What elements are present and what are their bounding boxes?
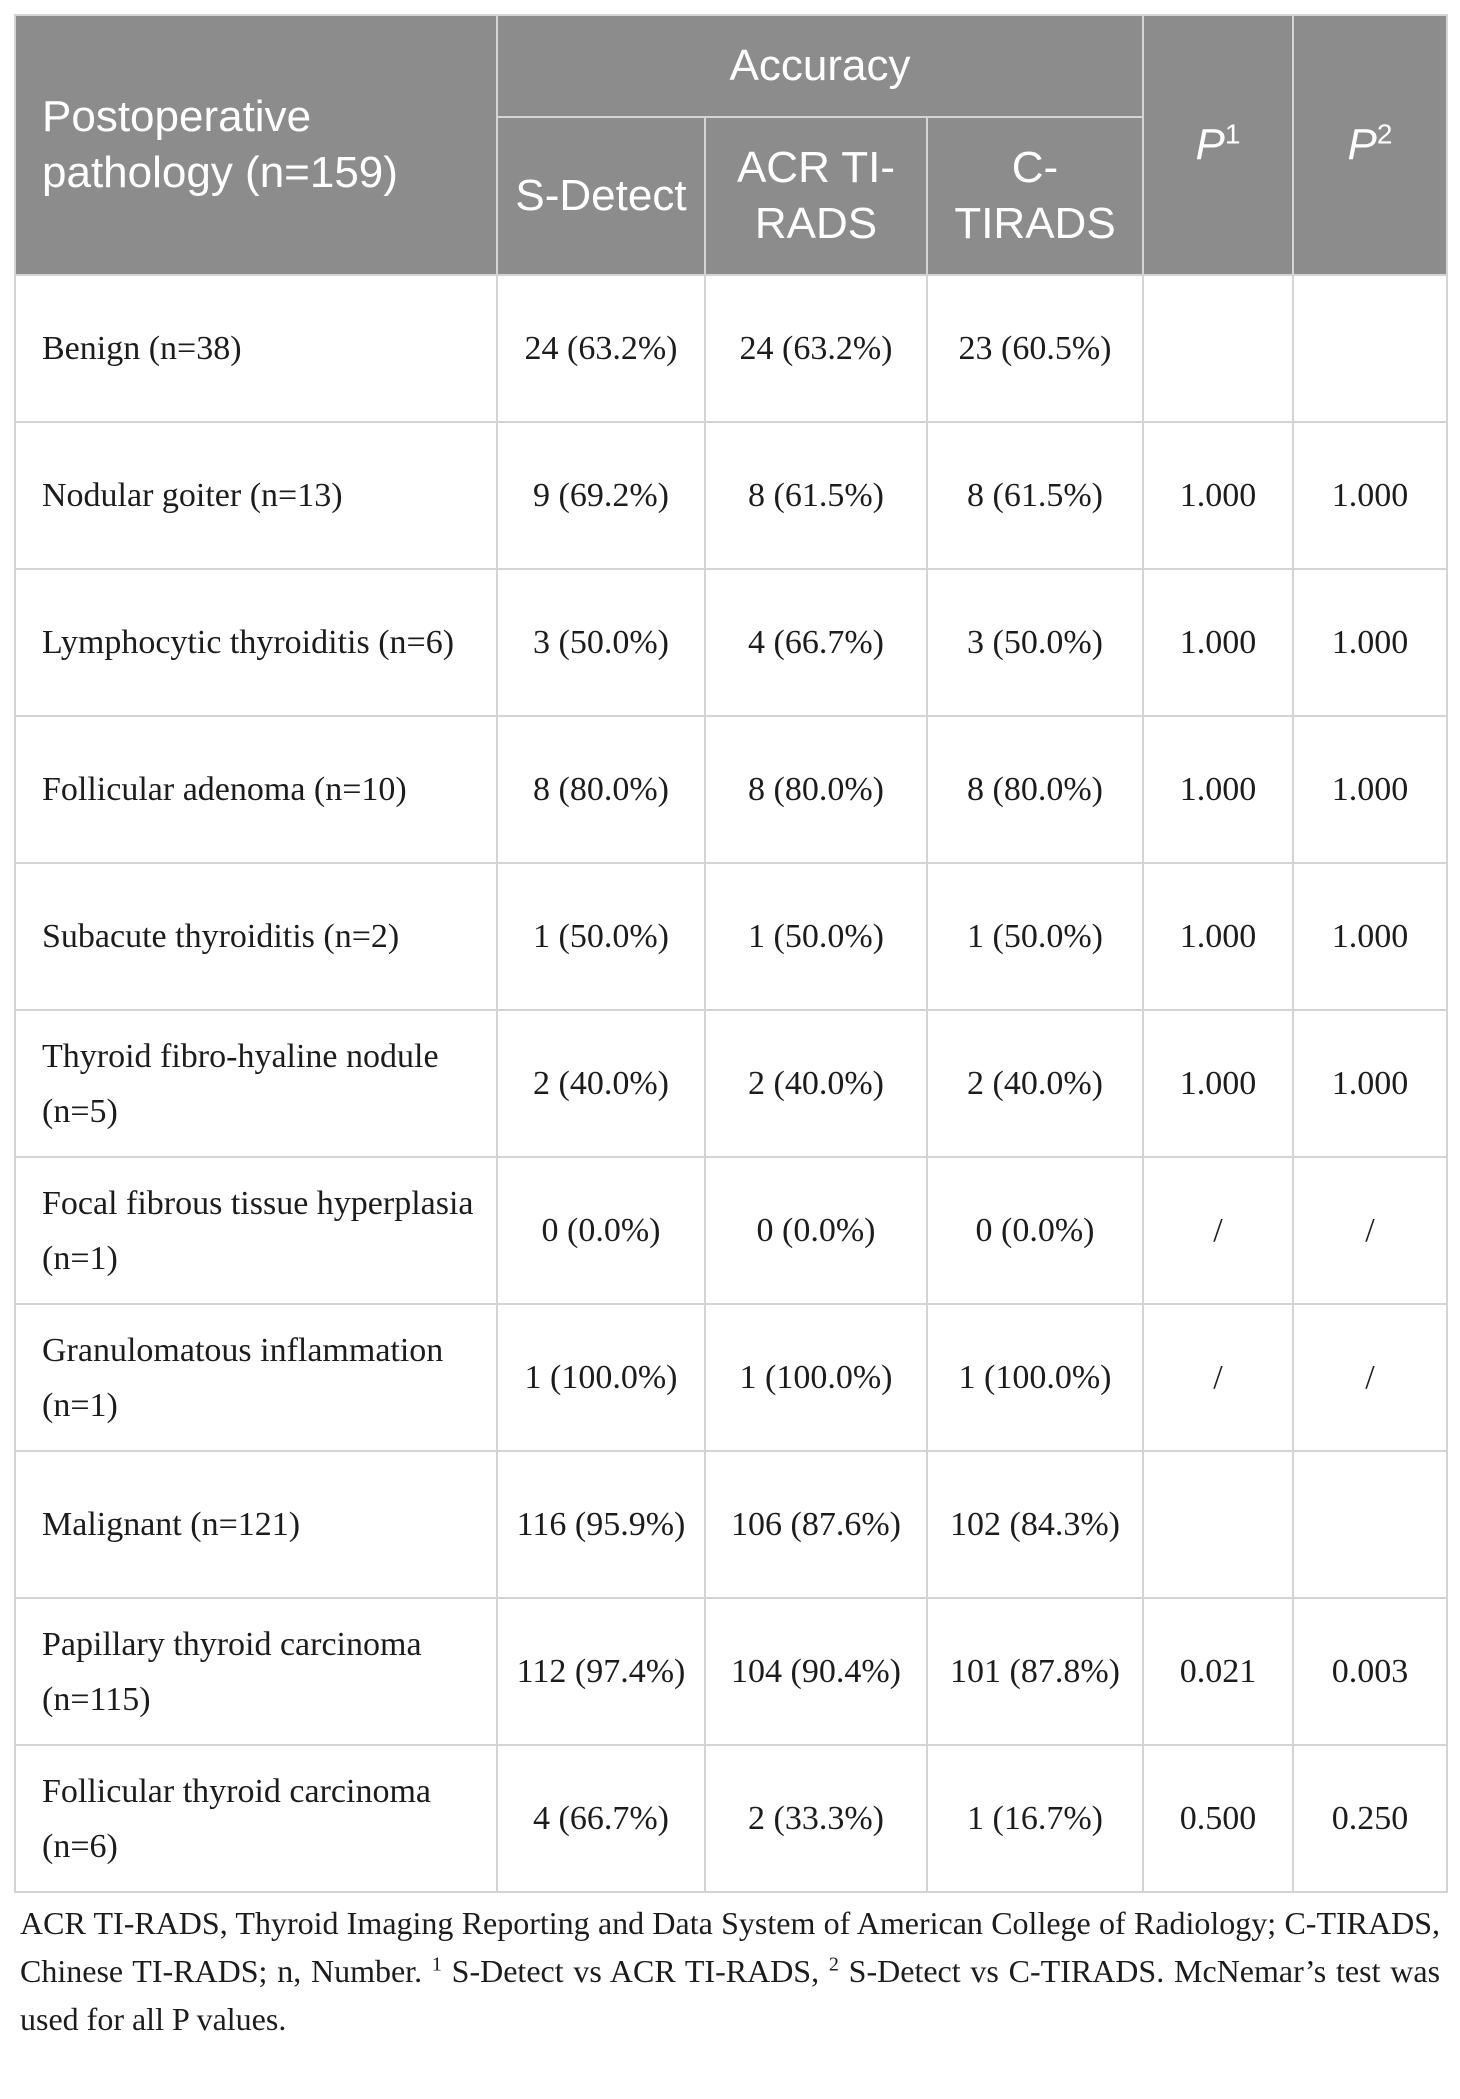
acr-cell: 24 (63.2%): [705, 275, 927, 422]
table-row: [15, 1451, 1447, 1598]
table-row: [15, 863, 1447, 1010]
pathology-cell: Thyroid fibro-hyaline nodule (n=5): [15, 1010, 497, 1157]
header-acr: ACR TI-RADS: [705, 117, 927, 275]
pathology-cell: Nodular goiter (n=13): [15, 422, 497, 569]
ctirads-cell: 8 (80.0%): [927, 716, 1143, 863]
header-p2: $P^2$: [1293, 15, 1447, 275]
header-ctirads: C-TIRADS: [927, 117, 1143, 275]
p2-cell: [1293, 275, 1447, 422]
ctirads-cell: 101 (87.8%): [927, 1598, 1143, 1745]
header-sdetect: S-Detect: [497, 117, 705, 275]
table-row: [15, 1157, 1447, 1304]
pathology-cell: Follicular adenoma (n=10): [15, 716, 497, 863]
sdetect-cell: 112 (97.4%): [497, 1598, 705, 1745]
accuracy-table: [14, 14, 1448, 1893]
table-body: [15, 275, 1447, 1892]
acr-cell: 0 (0.0%): [705, 1157, 927, 1304]
p1-cell: 1.000: [1143, 569, 1293, 716]
table-container: [14, 14, 1446, 2043]
sdetect-cell: 4 (66.7%): [497, 1745, 705, 1892]
acr-cell: 106 (87.6%): [705, 1451, 927, 1598]
p1-cell: 1.000: [1143, 863, 1293, 1010]
acr-cell: 4 (66.7%): [705, 569, 927, 716]
table-row: [15, 1598, 1447, 1745]
pathology-cell: Granulomatous inflammation (n=1): [15, 1304, 497, 1451]
p2-cell: /: [1293, 1157, 1447, 1304]
acr-cell: 2 (33.3%): [705, 1745, 927, 1892]
ctirads-cell: 23 (60.5%): [927, 275, 1143, 422]
p1-cell: 0.021: [1143, 1598, 1293, 1745]
acr-cell: 8 (61.5%): [705, 422, 927, 569]
acr-cell: 8 (80.0%): [705, 716, 927, 863]
p2-cell: /: [1293, 1304, 1447, 1451]
acr-cell: 1 (50.0%): [705, 863, 927, 1010]
pathology-cell: Papillary thyroid carcinoma (n=115): [15, 1598, 497, 1745]
p2-cell: 1.000: [1293, 422, 1447, 569]
sdetect-cell: 3 (50.0%): [497, 569, 705, 716]
pathology-cell: Lymphocytic thyroiditis (n=6): [15, 569, 497, 716]
sdetect-cell: 8 (80.0%): [497, 716, 705, 863]
pathology-cell: Subacute thyroiditis (n=2): [15, 863, 497, 1010]
pathology-cell: Focal fibrous tissue hyperplasia (n=1): [15, 1157, 497, 1304]
sdetect-cell: 2 (40.0%): [497, 1010, 705, 1157]
ctirads-cell: 8 (61.5%): [927, 422, 1143, 569]
sdetect-cell: 1 (100.0%): [497, 1304, 705, 1451]
header-pathology: Postoperative pathology (n=159): [15, 15, 497, 275]
p2-cell: 0.250: [1293, 1745, 1447, 1892]
sdetect-cell: 24 (63.2%): [497, 275, 705, 422]
table-footnote: ACR TI-RADS, Thyroid Imaging Reporting and Data System of American College of Radiology; C-TIRADS, Chinese TI-RADS; n, Number. $^1$ S-Detect vs ACR TI-RADS, $^2$ S-Detect vs C-TIRADS. McNemar’s test was used for all P values.: [20, 1905, 1441, 2037]
p2-cell: 1.000: [1293, 863, 1447, 1010]
ctirads-cell: 3 (50.0%): [927, 569, 1143, 716]
header-accuracy: Accuracy: [497, 15, 1143, 117]
table-row: [15, 716, 1447, 863]
ctirads-cell: 1 (16.7%): [927, 1745, 1143, 1892]
ctirads-cell: 1 (50.0%): [927, 863, 1143, 1010]
table-row: [15, 1010, 1447, 1157]
ctirads-cell: 0 (0.0%): [927, 1157, 1143, 1304]
p2-cell: 0.003: [1293, 1598, 1447, 1745]
table-row: [15, 569, 1447, 716]
table-row: [15, 275, 1447, 422]
table-row: [15, 422, 1447, 569]
p1-cell: 1.000: [1143, 716, 1293, 863]
ctirads-cell: 1 (100.0%): [927, 1304, 1143, 1451]
p2-cell: 1.000: [1293, 716, 1447, 863]
pathology-cell: Benign (n=38): [15, 275, 497, 422]
p1-cell: 1.000: [1143, 1010, 1293, 1157]
sdetect-cell: 9 (69.2%): [497, 422, 705, 569]
p2-cell: [1293, 1451, 1447, 1598]
sdetect-cell: 1 (50.0%): [497, 863, 705, 1010]
acr-cell: 104 (90.4%): [705, 1598, 927, 1745]
acr-cell: 2 (40.0%): [705, 1010, 927, 1157]
p1-cell: [1143, 275, 1293, 422]
p2-cell: 1.000: [1293, 569, 1447, 716]
p1-cell: 1.000: [1143, 422, 1293, 569]
sdetect-cell: 0 (0.0%): [497, 1157, 705, 1304]
p2-cell: 1.000: [1293, 1010, 1447, 1157]
ctirads-cell: 2 (40.0%): [927, 1010, 1143, 1157]
p1-cell: /: [1143, 1304, 1293, 1451]
ctirads-cell: 102 (84.3%): [927, 1451, 1143, 1598]
p1-cell: 0.500: [1143, 1745, 1293, 1892]
acr-cell: 1 (100.0%): [705, 1304, 927, 1451]
header-p1: $P^1$: [1143, 15, 1293, 275]
pathology-cell: Malignant (n=121): [15, 1451, 497, 1598]
p1-cell: /: [1143, 1157, 1293, 1304]
pathology-cell: Follicular thyroid carcinoma (n=6): [15, 1745, 497, 1892]
p1-cell: [1143, 1451, 1293, 1598]
table-row: [15, 1745, 1447, 1892]
table-row: [15, 1304, 1447, 1451]
sdetect-cell: 116 (95.9%): [497, 1451, 705, 1598]
